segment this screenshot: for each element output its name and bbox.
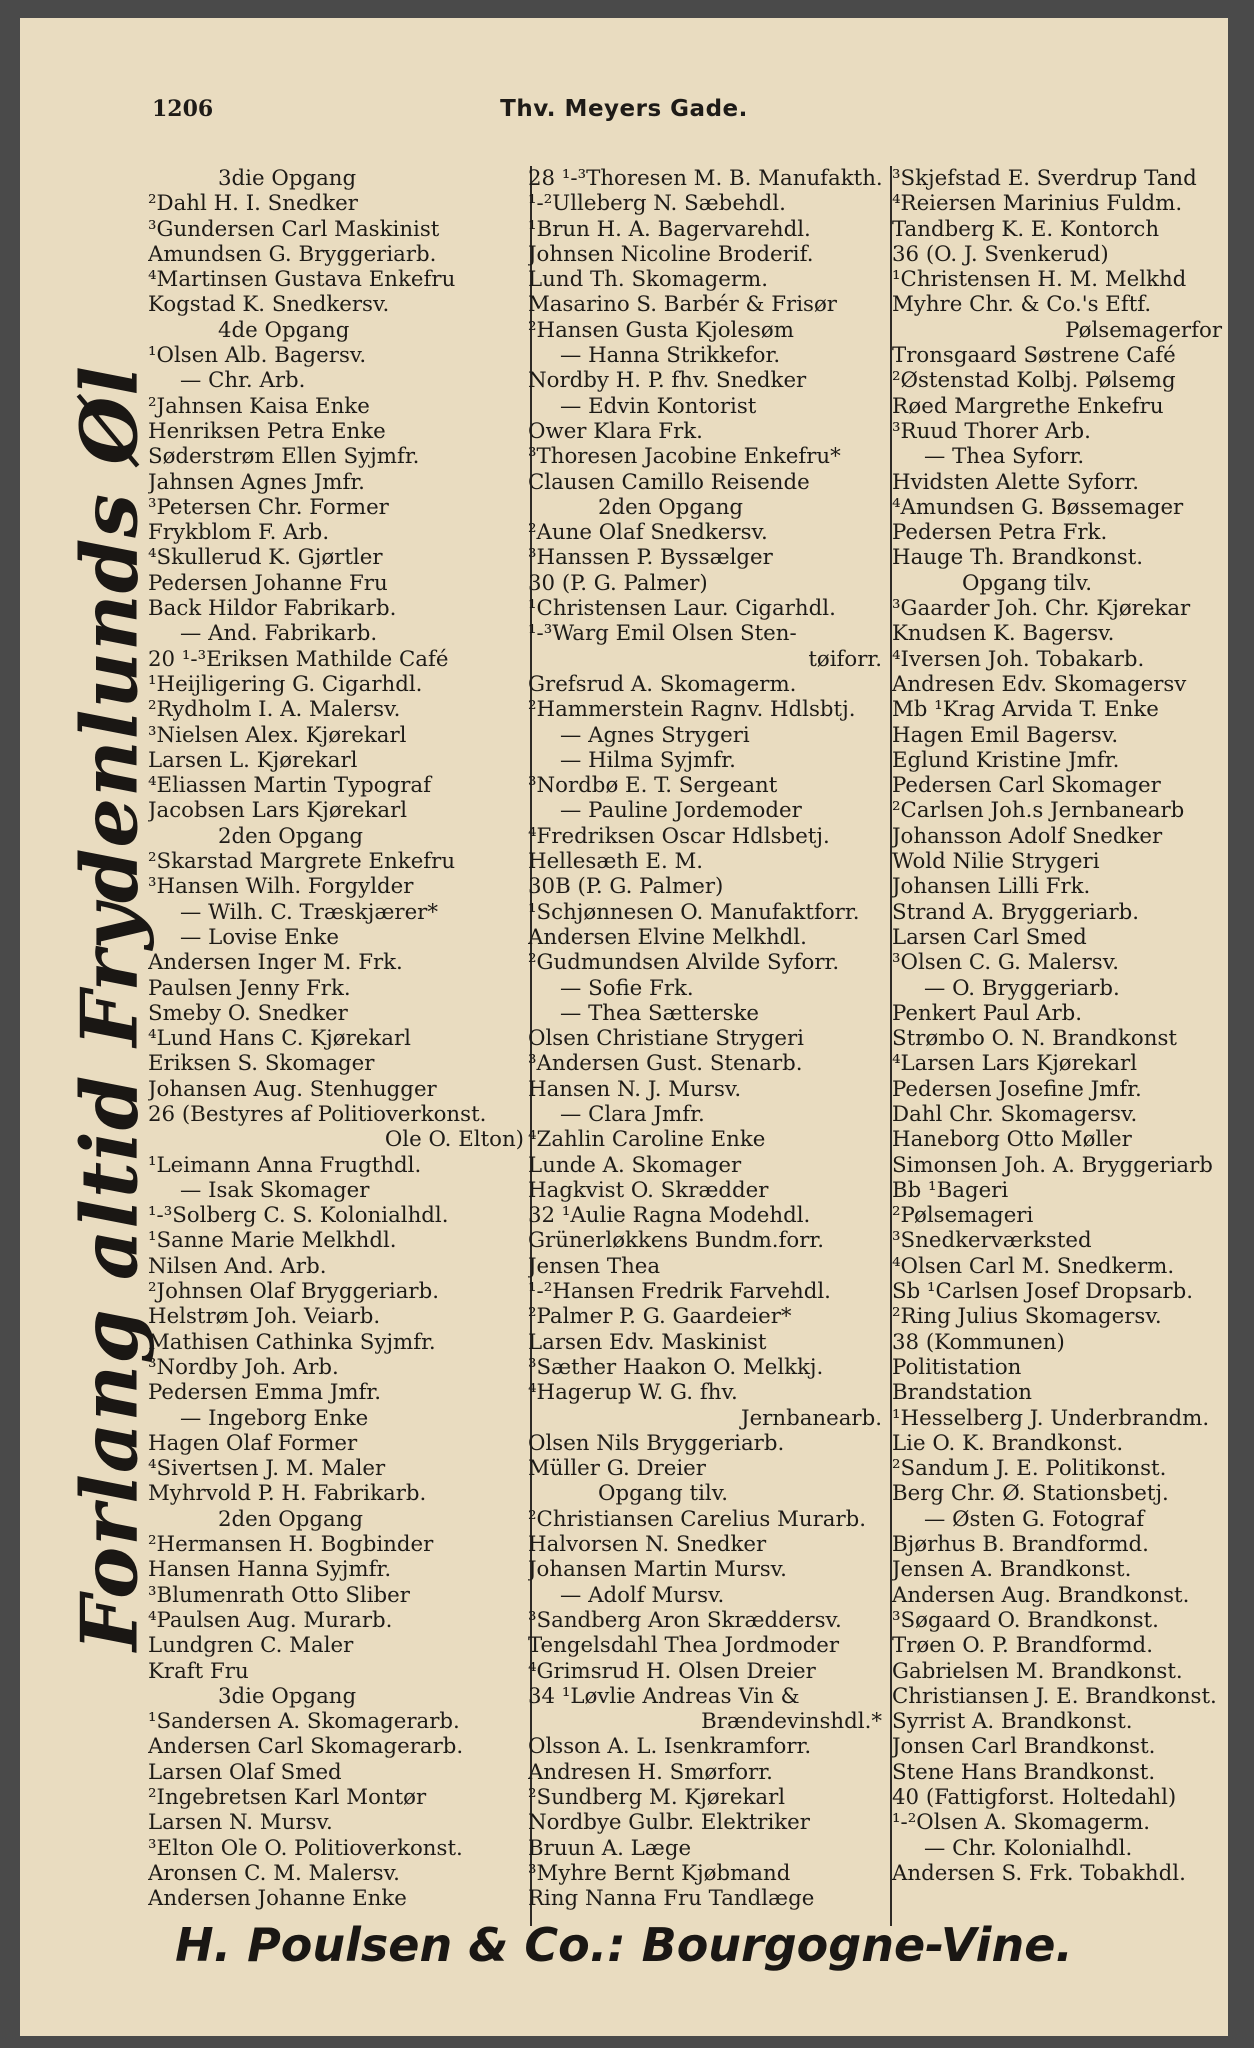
directory-entry: ¹-²Hansen Fredrik Farvehdl. — [528, 1279, 831, 1305]
directory-entry: ⁴Olsen Carl M. Snedkerm. — [892, 1253, 1175, 1279]
directory-entry: Johansen Lilli Frk. — [892, 874, 1091, 900]
directory-entry: Hagen Olaf Former — [148, 1430, 358, 1456]
directory-entry: Paulsen Jenny Frk. — [148, 975, 351, 1001]
directory-entry: Tandberg K. E. Kontorch — [892, 216, 1160, 242]
directory-entry: Smeby O. Snedker — [148, 1000, 348, 1026]
directory-entry: — O. Bryggeriarb. — [924, 975, 1120, 1001]
directory-entry: Müller G. Dreier — [528, 1456, 706, 1482]
directory-entry: ³Nielsen Alex. Kjørekarl — [148, 722, 407, 748]
directory-column-1 — [148, 166, 530, 1911]
directory-entry: ²Jahnsen Kaisa Enke — [148, 393, 370, 419]
running-title: Thv. Meyers Gade. — [500, 96, 748, 122]
directory-entry: ³Gaarder Joh. Chr. Kjørekar — [892, 596, 1191, 622]
directory-entry: Frykblom F. Arb. — [148, 520, 330, 546]
directory-entry: Ole O. Elton) — [384, 1127, 524, 1153]
directory-entry: Pedersen Emma Jmfr. — [148, 1380, 382, 1406]
directory-entry: Politistation — [892, 1354, 1022, 1380]
directory-entry: Bruun A. Læge — [528, 1835, 692, 1861]
directory-entry: ⁴Sivertsen J. M. Maler — [148, 1456, 386, 1482]
directory-entry: tøiforr. — [808, 646, 882, 672]
directory-entry: Pedersen Carl Skomager — [892, 773, 1161, 799]
directory-entry: 30B (P. G. Palmer) — [528, 874, 724, 900]
directory-entry: ⁴Hagerup W. G. fhv. — [528, 1380, 738, 1406]
directory-entry: Pedersen Petra Frk. — [892, 520, 1108, 546]
directory-entry: Mb ¹Krag Arvida T. Enke — [892, 697, 1159, 723]
directory-entry: ¹Sandersen A. Skomagerarb. — [148, 1709, 460, 1735]
directory-entry: ²Hammerstein Ragnv. Hdlsbtj. — [528, 697, 856, 723]
directory-entry: Johansen Aug. Stenhugger — [148, 1076, 437, 1102]
directory-entry: Lundgren C. Maler — [148, 1633, 354, 1659]
directory-entry: Bb ¹Bageri — [892, 1177, 1009, 1203]
directory-entry: ²Pølsemageri — [892, 1203, 1034, 1229]
directory-entry: Grünerløkkens Bundm.forr. — [528, 1228, 825, 1254]
directory-entry: ¹Hesselberg J. Underbrandm. — [892, 1405, 1210, 1431]
directory-entry: ²Rydholm I. A. Malersv. — [148, 697, 401, 723]
directory-entry: Simonsen Joh. A. Bryggeriarb — [892, 1152, 1213, 1178]
directory-entry: ²Gudmundsen Alvilde Syforr. — [528, 950, 840, 976]
directory-entry: Olsen Nils Bryggeriarb. — [528, 1430, 785, 1456]
directory-entry: Tengelsdahl Thea Jordmoder — [528, 1633, 840, 1659]
directory-entry: ³Olsen C. G. Malersv. — [892, 950, 1119, 976]
directory-entry: ⁴Lund Hans C. Kjørekarl — [148, 1026, 411, 1052]
directory-entry: ⁴Martinsen Gustava Enkefru — [148, 267, 456, 293]
directory-entry: Haneborg Otto Møller — [892, 1127, 1132, 1153]
directory-entry: Jahnsen Agnes Jmfr. — [148, 469, 365, 495]
directory-entry: ³Blumenrath Otto Sliber — [148, 1582, 410, 1608]
directory-entry: Ring Nanna Fru Tandlæge — [528, 1886, 815, 1912]
directory-entry: ⁴Grimsrud H. Olsen Dreier — [528, 1658, 816, 1684]
directory-entry: Jonsen Carl Brandkonst. — [892, 1734, 1156, 1760]
directory-entry: — And. Fabrikarb. — [180, 621, 378, 647]
directory-entry: ¹Leimann Anna Frugthdl. — [148, 1152, 422, 1178]
directory-entry: Andresen Edv. Skomagersv — [892, 671, 1187, 697]
directory-entry: Aronsen C. M. Malersv. — [148, 1860, 400, 1886]
directory-entry: ²Sandum J. E. Politikonst. — [892, 1456, 1167, 1482]
directory-entry: 30 (P. G. Palmer) — [528, 570, 708, 596]
directory-entry: 26 (Bestyres af Politioverkonst. — [148, 1101, 487, 1127]
directory-entry: ⁴Iversen Joh. Tobakarb. — [892, 646, 1145, 672]
directory-entry: ³Myhre Bernt Kjøbmand — [528, 1860, 791, 1886]
directory-entry: Syrrist A. Brandkonst. — [892, 1709, 1133, 1735]
directory-entry: ³Søgaard O. Brandkonst. — [892, 1607, 1159, 1633]
directory-entry: Hagen Emil Bagersv. — [892, 722, 1119, 748]
directory-entry: ²Ring Julius Skomagersv. — [892, 1304, 1162, 1330]
directory-entry: — Sofie Frk. — [560, 975, 694, 1001]
directory-entry: Opgang tilv. — [598, 1481, 728, 1507]
directory-entry: ³Hansen Wilh. Forgylder — [148, 874, 414, 900]
directory-entry: 2den Opgang — [218, 823, 364, 849]
directory-entry: — Chr. Kolonialhdl. — [924, 1835, 1133, 1861]
directory-entry: ¹Schjønnesen O. Manufaktforr. — [528, 899, 860, 925]
directory-entry: — Wilh. C. Træskjærer* — [180, 899, 439, 925]
directory-entry: ¹Christensen Laur. Cigarhdl. — [528, 596, 836, 622]
directory-entry: Andersen Elvine Melkhdl. — [528, 924, 807, 950]
directory-entry: Tronsgaard Søstrene Café — [892, 343, 1176, 369]
directory-entry: ¹Brun H. A. Bagervarehdl. — [528, 216, 811, 242]
directory-entry: Myhrvold P. H. Fabrikarb. — [148, 1481, 427, 1507]
directory-entry: Helstrøm Joh. Veiarb. — [148, 1304, 381, 1330]
directory-entry: Eglund Kristine Jmfr. — [892, 747, 1120, 773]
directory-entry: Jensen Thea — [528, 1253, 661, 1279]
directory-entry: — Ingeborg Enke — [180, 1405, 369, 1431]
directory-column-2 — [528, 166, 888, 1911]
directory-entry: ³Sæther Haakon O. Melkkj. — [528, 1354, 824, 1380]
directory-entry: 28 ¹-³Thoresen M. B. Manufakth. — [528, 166, 883, 191]
directory-entry: — Agnes Strygeri — [560, 722, 750, 748]
directory-entry: ²Sundberg M. Kjørekarl — [528, 1785, 786, 1810]
directory-entry: ⁴Fredriksen Oscar Hdlsbetj. — [528, 823, 830, 849]
directory-entry: ⁴Reiersen Marinius Fuldm. — [892, 191, 1183, 217]
directory-entry: Kogstad K. Snedkersv. — [148, 292, 390, 318]
page-number: 1206 — [152, 96, 214, 122]
directory-entry: — Edvin Kontorist — [560, 393, 757, 419]
directory-entry: Back Hildor Fabrikarb. — [148, 596, 397, 622]
directory-entry: 3die Opgang — [218, 166, 357, 191]
directory-entry: Strømbo O. N. Brandkonst — [892, 1026, 1177, 1052]
directory-entry: Brandstation — [892, 1380, 1032, 1406]
directory-entry: Eriksen S. Skomager — [148, 1051, 375, 1077]
directory-entry: Bjørhus B. Brandformd. — [892, 1532, 1149, 1558]
directory-entry: 2den Opgang — [598, 494, 744, 520]
directory-entry: Christiansen J. E. Brandkonst. — [892, 1683, 1217, 1709]
directory-entry: ²Aune Olaf Snedkersv. — [528, 520, 768, 546]
side-advertisement: Forlang altid Frydenlunds Øl — [64, 365, 156, 1651]
directory-entry: Henriksen Petra Enke — [148, 418, 386, 444]
directory-entry: Johansen Martin Mursv. — [528, 1557, 787, 1583]
directory-entry: — Clara Jmfr. — [560, 1101, 705, 1127]
directory-entry: ¹-³Warg Emil Olsen Sten- — [528, 621, 797, 647]
directory-entry: 4de Opgang — [218, 317, 350, 343]
directory-entry: Hansen N. J. Mursv. — [528, 1076, 742, 1102]
directory-entry: Lund Th. Skomagerm. — [528, 267, 769, 293]
directory-entry: Johansson Adolf Snedker — [892, 823, 1163, 849]
directory-entry: — Isak Skomager — [180, 1177, 370, 1203]
directory-entry: ³Hanssen P. Byssælger — [528, 545, 773, 571]
directory-entry: Pedersen Johanne Fru — [148, 570, 388, 596]
directory-entry: Larsen Edv. Maskinist — [528, 1329, 767, 1355]
directory-entry: Kraft Fru — [148, 1658, 249, 1684]
directory-entry: Wold Nilie Strygeri — [892, 849, 1100, 875]
directory-entry: ⁴Zahlin Caroline Enke — [528, 1127, 766, 1153]
directory-entry: ²Hermansen H. Bogbinder — [148, 1532, 434, 1558]
directory-entry: Grefsrud A. Skomagerm. — [528, 671, 797, 697]
directory-entry: Johnsen Nicoline Broderif. — [528, 241, 814, 267]
directory-entry: ¹Sanne Marie Melkhdl. — [148, 1228, 397, 1254]
directory-entry: Knudsen K. Bagersv. — [892, 621, 1115, 647]
directory-entry: Penkert Paul Arb. — [892, 1000, 1083, 1026]
directory-entry: Larsen N. Mursv. — [148, 1810, 333, 1836]
directory-entry: 34 ¹Løvlie Andreas Vin & — [528, 1683, 800, 1709]
directory-entry: Andresen H. Smørforr. — [528, 1759, 773, 1785]
directory-entry: 36 (O. J. Svenkerud) — [892, 241, 1109, 267]
directory-entry: ²Hansen Gusta Kjolesøm — [528, 317, 794, 343]
directory-entry: Jernbanearb. — [741, 1405, 882, 1431]
directory-entry: ³Skjefstad E. Sverdrup Tand — [892, 166, 1197, 191]
directory-entry: Larsen Olaf Smed — [148, 1759, 342, 1785]
directory-entry: ¹-²Olsen A. Skomagerm. — [892, 1810, 1151, 1836]
directory-entry: 32 ¹Aulie Ragna Modehdl. — [528, 1203, 811, 1229]
page-header — [20, 96, 1228, 132]
directory-entry: Hansen Hanna Syjmfr. — [148, 1557, 392, 1583]
directory-entry: ⁴Eliassen Martin Typograf — [148, 773, 431, 799]
directory-entry: Myhre Chr. & Co.'s Eftf. — [892, 292, 1152, 318]
directory-entry: Andersen Johanne Enke — [148, 1886, 407, 1912]
directory-entry: 40 (Fattigforst. Holtedahl) — [892, 1785, 1177, 1810]
directory-entry: — Thea Sætterske — [560, 1000, 760, 1026]
directory-entry: Trøen O. P. Brandformd. — [892, 1633, 1153, 1659]
directory-entry: Pølsemagerfor — [1065, 317, 1222, 343]
directory-entry: ³Ruud Thorer Arb. — [892, 418, 1091, 444]
directory-column-3 — [892, 166, 1228, 1886]
directory-entry: ²Østenstad Kolbj. Pølsemg — [892, 368, 1176, 394]
directory-entry: Brændevinshdl.* — [701, 1709, 882, 1735]
directory-entry: Mathisen Cathinka Syjmfr. — [148, 1329, 436, 1355]
directory-entry: Sb ¹Carlsen Josef Dropsarb. — [892, 1279, 1193, 1305]
directory-entry: 3die Opgang — [218, 1683, 357, 1709]
directory-entry: Stene Hans Brandkonst. — [892, 1759, 1156, 1785]
directory-entry: Olsson A. L. Isenkramforr. — [528, 1734, 812, 1760]
directory-entry: — Lovise Enke — [180, 924, 339, 950]
directory-entry: ¹Heijligering G. Cigarhdl. — [148, 671, 423, 697]
directory-entry: ³Sandberg Aron Skræddersv. — [528, 1607, 842, 1633]
directory-entry: Søderstrøm Ellen Syjmfr. — [148, 444, 420, 470]
directory-entry: ³Gundersen Carl Maskinist — [148, 216, 440, 242]
directory-entry: Opgang tilv. — [962, 570, 1092, 596]
directory-entry: ²Dahl H. I. Snedker — [148, 191, 358, 217]
directory-entry: Hagkvist O. Skrædder — [528, 1177, 769, 1203]
directory-entry: ⁴Skullerud K. Gjørtler — [148, 545, 383, 571]
directory-entry: 2den Opgang — [218, 1506, 364, 1532]
directory-entry: Clausen Camillo Reisende — [528, 469, 810, 495]
directory-entry: ¹-³Solberg C. S. Kolonialhdl. — [148, 1203, 449, 1229]
directory-entry: Røed Margrethe Enkefru — [892, 393, 1164, 419]
directory-page — [20, 18, 1228, 2036]
directory-entry: Hvidsten Alette Syforr. — [892, 469, 1140, 495]
directory-entry: Larsen L. Kjørekarl — [148, 747, 358, 773]
directory-entry: ⁴Paulsen Aug. Murarb. — [148, 1607, 393, 1633]
directory-entry: Halvorsen N. Snedker — [528, 1532, 767, 1558]
directory-entry: Nilsen And. Arb. — [148, 1253, 327, 1279]
directory-entry: ²Ingebretsen Karl Montør — [148, 1785, 427, 1810]
directory-entry: ⁴Amundsen G. Bøssemager — [892, 494, 1184, 520]
directory-entry: ⁴Larsen Lars Kjørekarl — [892, 1051, 1138, 1077]
directory-entry: 38 (Kommunen) — [892, 1329, 1065, 1355]
directory-entry: Berg Chr. Ø. Stationsbetj. — [892, 1481, 1169, 1507]
directory-entry: ¹Christensen H. M. Melkhd — [892, 267, 1187, 293]
directory-entry: ²Palmer P. G. Gaardeier* — [528, 1304, 792, 1330]
directory-entry: ³Thoresen Jacobine Enkefru* — [528, 444, 841, 470]
directory-entry: — Thea Syforr. — [924, 444, 1085, 470]
directory-entry: ³Petersen Chr. Former — [148, 494, 389, 520]
directory-entry: Nordby H. P. fhv. Snedker — [528, 368, 807, 394]
directory-entry: ³Andersen Gust. Stenarb. — [528, 1051, 803, 1077]
directory-entry: ²Skarstad Margrete Enkefru — [148, 849, 456, 875]
directory-entry: Nordbye Gulbr. Elektriker — [528, 1810, 810, 1836]
directory-entry: ²Christiansen Carelius Murarb. — [528, 1506, 867, 1532]
directory-entry: Lunde A. Skomager — [528, 1152, 742, 1178]
directory-entry: Hauge Th. Brandkonst. — [892, 545, 1144, 571]
directory-entry: — Hanna Strikkefor. — [560, 343, 781, 369]
directory-entry: Larsen Carl Smed — [892, 924, 1087, 950]
directory-entry: ²Johnsen Olaf Bryggeriarb. — [148, 1279, 439, 1305]
directory-entry: Andersen Inger M. Frk. — [148, 950, 403, 976]
directory-entry: ³Elton Ole O. Politioverkonst. — [148, 1835, 463, 1861]
directory-entry: Strand A. Bryggeriarb. — [892, 899, 1140, 925]
directory-entry: Andersen Carl Skomagerarb. — [148, 1734, 464, 1760]
directory-entry: Pedersen Josefine Jmfr. — [892, 1076, 1142, 1102]
directory-entry: — Adolf Mursv. — [560, 1582, 725, 1608]
directory-entry: Andersen S. Frk. Tobakhdl. — [892, 1860, 1186, 1886]
directory-entry: Jensen A. Brandkonst. — [892, 1557, 1132, 1583]
directory-entry: — Chr. Arb. — [180, 368, 306, 394]
directory-entry: — Pauline Jordemoder — [560, 798, 802, 824]
directory-entry: Olsen Christiane Strygeri — [528, 1026, 804, 1052]
directory-entry: Jacobsen Lars Kjørekarl — [148, 798, 408, 824]
directory-entry: Gabrielsen M. Brandkonst. — [892, 1658, 1183, 1684]
directory-entry: — Østen G. Fotograf — [924, 1506, 1145, 1532]
directory-entry: ¹-²Ulleberg N. Sæbehdl. — [528, 191, 786, 217]
directory-entry: ³Snedkerværksted — [892, 1228, 1092, 1254]
directory-entry: — Hilma Syjmfr. — [560, 747, 736, 773]
directory-entry: ³Nordby Joh. Arb. — [148, 1354, 339, 1380]
directory-entry: Andersen Aug. Brandkonst. — [892, 1582, 1190, 1608]
directory-entry: Dahl Chr. Skomagersv. — [892, 1101, 1138, 1127]
directory-entry: ¹Olsen Alb. Bagersv. — [148, 343, 367, 369]
directory-entry: 20 ¹-³Eriksen Mathilde Café — [148, 646, 449, 672]
directory-entry: ²Carlsen Joh.s Jernbanearb — [892, 798, 1185, 824]
footer-advertisement: H. Poulsen & Co.: Bourgogne-Vine. — [175, 1918, 1073, 1972]
directory-entry: Hellesæth E. M. — [528, 849, 704, 875]
directory-entry: Masarino S. Barbér & Frisør — [528, 292, 837, 318]
directory-entry: Amundsen G. Bryggeriarb. — [148, 241, 437, 267]
directory-entry: Ower Klara Frk. — [528, 418, 703, 444]
directory-entry: ³Nordbø E. T. Sergeant — [528, 773, 778, 799]
directory-entry: Lie O. K. Brandkonst. — [892, 1430, 1124, 1456]
